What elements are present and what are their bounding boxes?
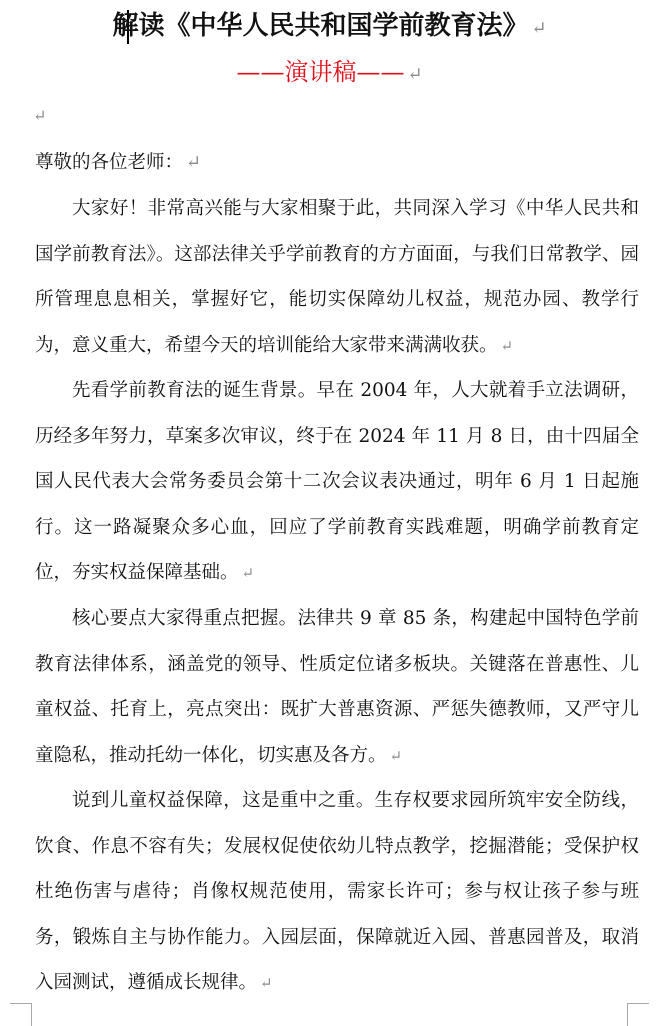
page-corner-mark-bottom-right — [627, 1003, 649, 1026]
body-paragraph-3[interactable] — [35, 596, 639, 779]
document-title[interactable] — [0, 8, 659, 47]
paragraph-text: 核心要点大家得重点把握。法律共 9 章 85 条，构建起中国特色学前教育法律体系，涵盖党的领导、性质定位诸多板块。关键落在普惠性、儿童权益、托育上，亮点突出：既扩大普惠资源、严惩失德教师，又严守儿童隐私，推动托幼一体化，切实惠及各方。 — [35, 608, 639, 766]
paragraph-text: 大家好！非常高兴能与大家相聚于此，共同深入学习《中华人民共和国学前教育法》。这部法律关乎学前教育的方方面面，与我们日常教学、园所管理息息相关，掌握好它，能切实保障幼儿权益，规范办园、教学行为，意义重大，希望今天的培训能给大家带来满满收获。 — [35, 198, 639, 356]
paragraph-mark-icon: ↵ — [407, 64, 423, 85]
paragraph-mark-icon: ↵ — [260, 974, 273, 992]
salutation[interactable] — [35, 148, 201, 178]
paragraph-mark-icon: ↵ — [389, 746, 403, 765]
paragraph-mark-icon: ↵ — [186, 152, 202, 173]
paragraph-text: 先看学前教育法的诞生背景。早在 2004 年，人大就着手立法调研，历经多年努力，草案多次审议，终于在 2024 年 11 月 8 日，由十四届全国人民代表大会常务委员会第十二次会议表决通过，明年 6 月 1 日起施行。这一路凝聚众多心血，回应了学前教育实践难题，明确学前教育定位，夯实权益保障基础。 — [35, 380, 639, 583]
page-corner-mark-bottom-left — [10, 1003, 32, 1026]
body-paragraph-2[interactable] — [35, 368, 639, 597]
paragraph-mark-icon: ↵ — [241, 564, 255, 582]
body-paragraph-4[interactable] — [35, 778, 639, 1007]
paragraph-text: 说到儿童权益保障，这是重中之重。生存权要求园所筑牢安全防线，饮食、作息不容有失；发展权促使依幼儿特点教学，挖掘潜能；受保护权杜绝伤害与虐待；肖像权规范使用，需家长许可；参与权让孩子参与班务，锻炼自主与协作能力。入园层面，保障就近入园、普惠园普及，取消入园测试，遵循成长规律。 — [35, 790, 639, 993]
subtitle-text: ——演讲稿—— — [236, 58, 405, 86]
paragraph-mark-icon: ↵ — [500, 336, 514, 355]
body-paragraph-1[interactable] — [35, 186, 639, 369]
document-subtitle[interactable] — [0, 54, 659, 93]
paragraph-mark-icon: ↵ — [531, 18, 547, 39]
title-text: 解读《中华人民共和国学前教育法》 — [112, 11, 529, 41]
salutation-text: 尊敬的各位老师： — [35, 152, 184, 173]
empty-paragraph-mark-icon: ↵ — [33, 106, 47, 125]
